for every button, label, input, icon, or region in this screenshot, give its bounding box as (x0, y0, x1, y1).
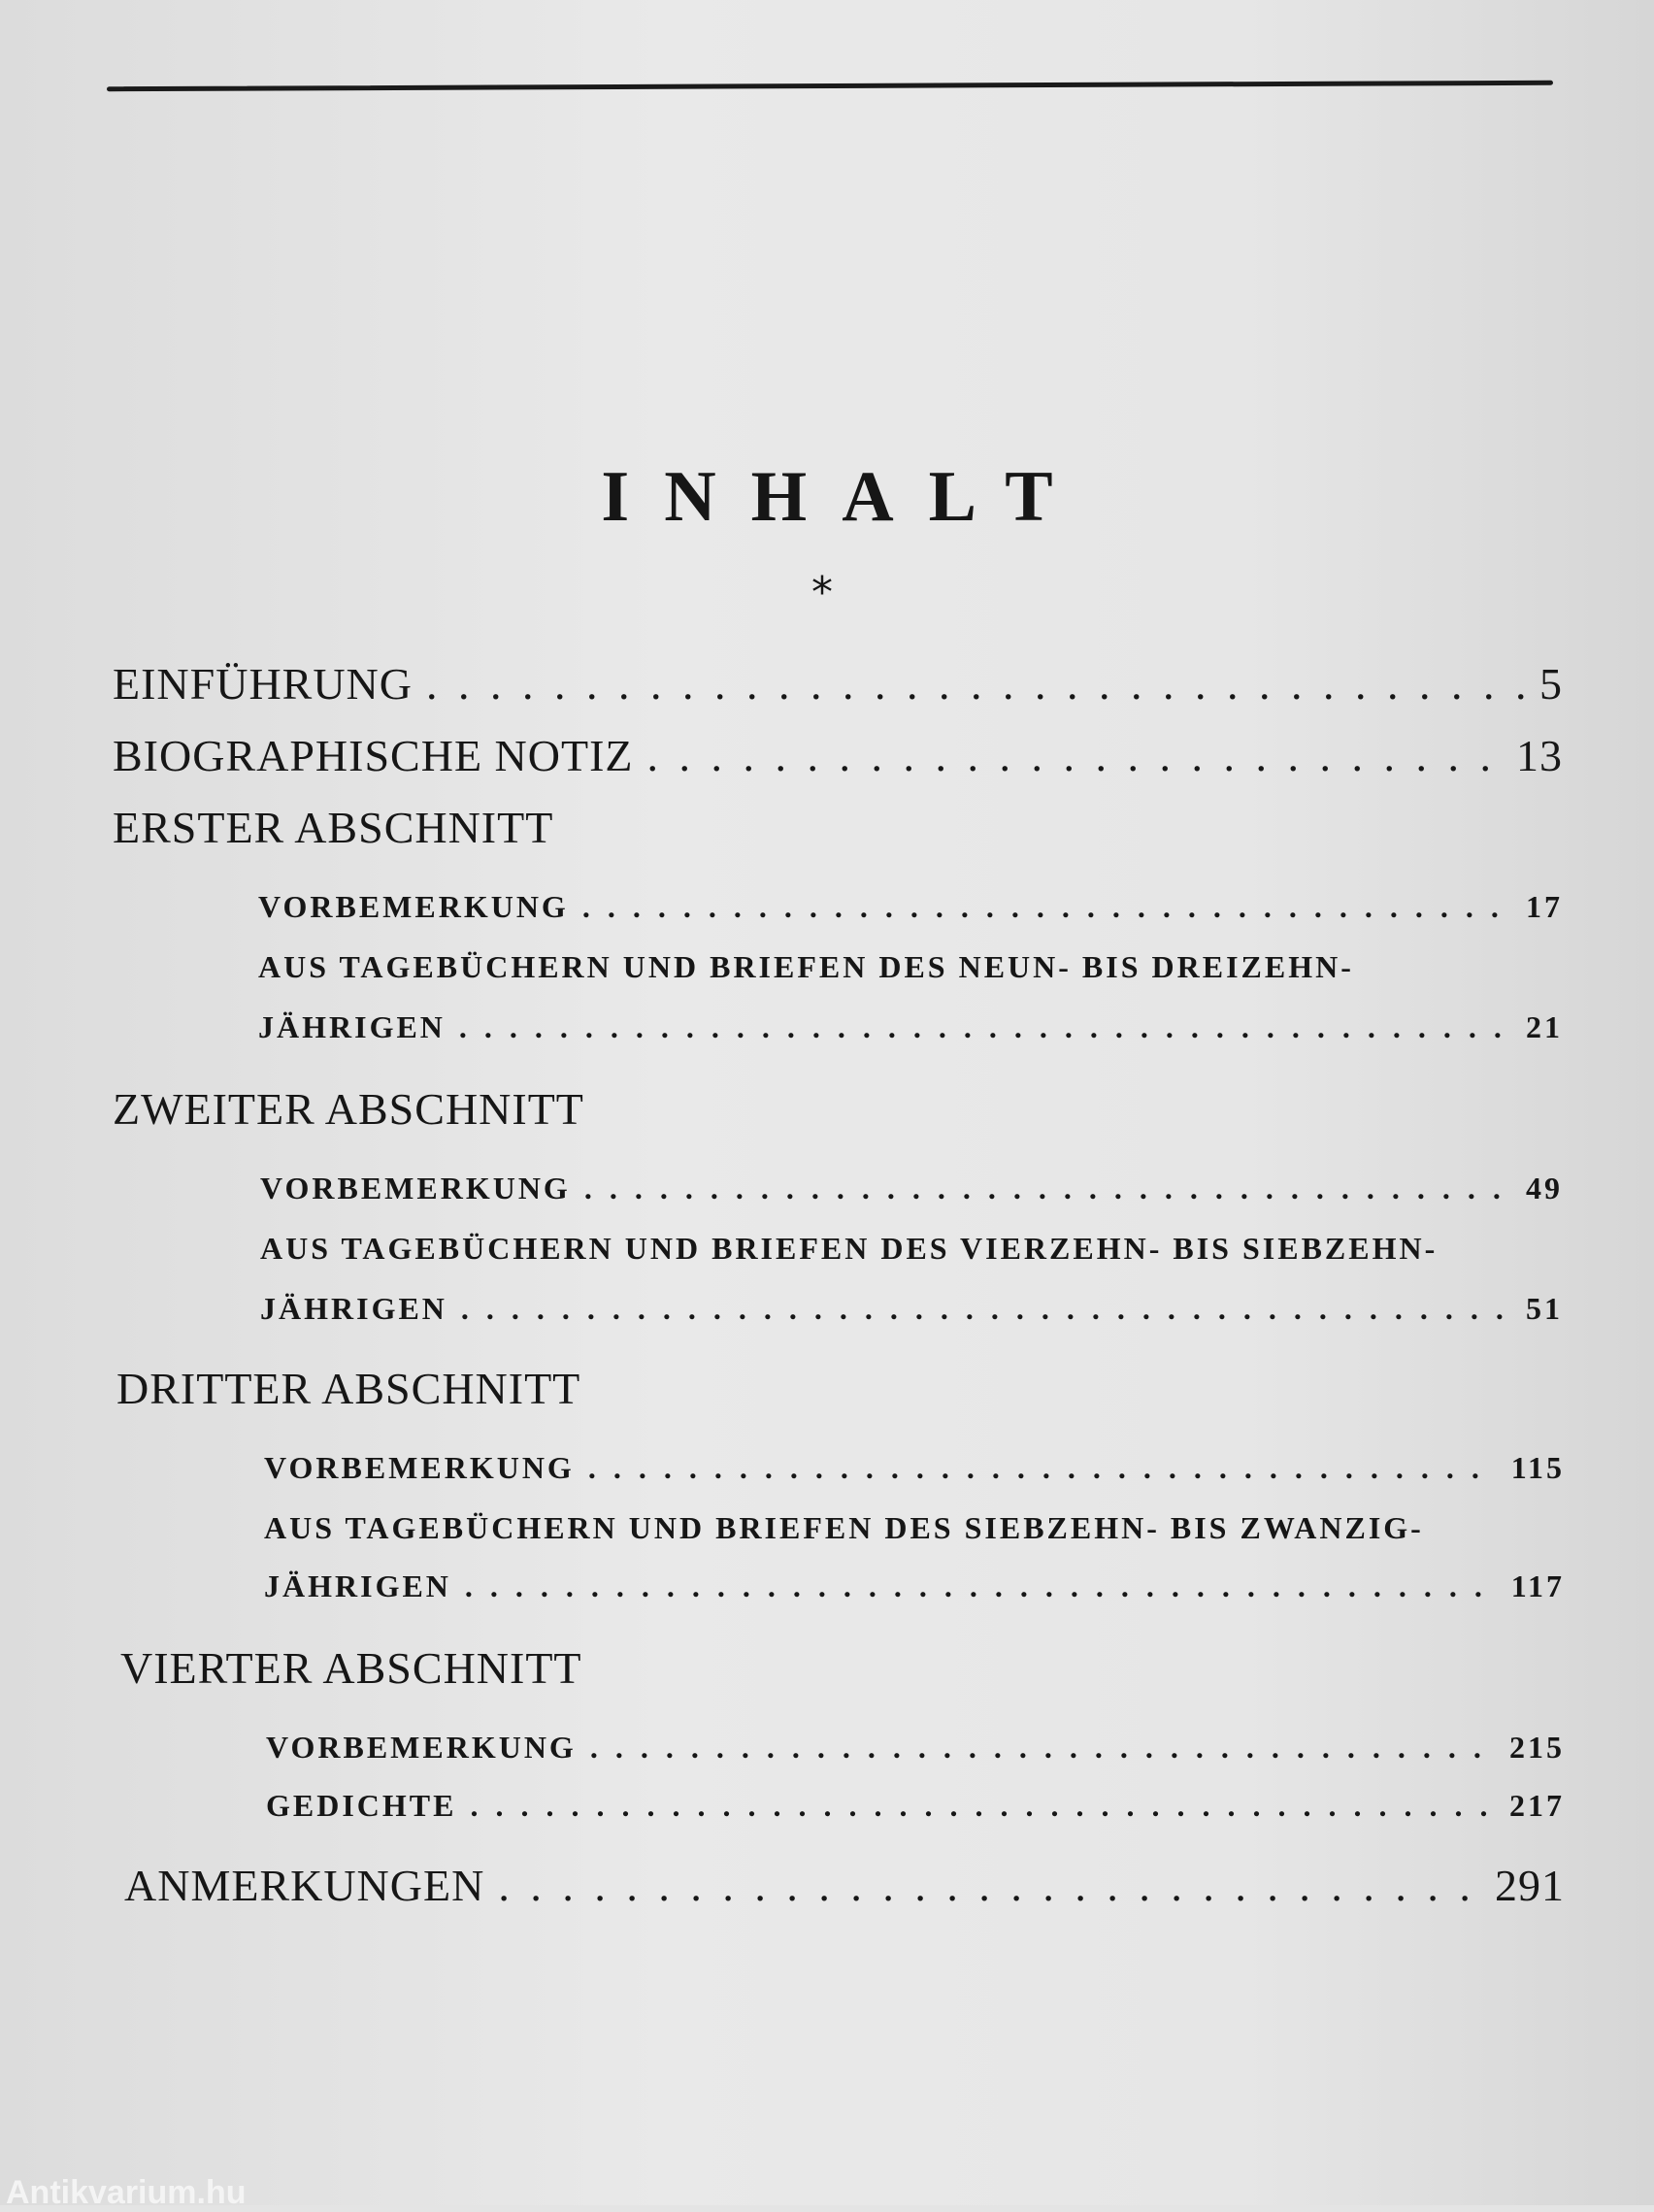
asterisk-ornament: * (811, 568, 833, 617)
section-heading-3: DRITTER ABSCHNITT (116, 1364, 581, 1413)
dot-leader (588, 1450, 1498, 1486)
dot-leader (590, 1730, 1496, 1766)
toc-entry-s2-pre[interactable] (260, 1171, 1563, 1206)
dot-leader (461, 1291, 1512, 1327)
toc-page-number: 49 (1526, 1171, 1563, 1205)
toc-entry-notes[interactable] (124, 1860, 1565, 1911)
toc-page-number: 51 (1526, 1291, 1563, 1326)
toc-entry-label: JÄHRIGEN (260, 1291, 447, 1326)
toc-entry-s3-main[interactable] (264, 1568, 1565, 1604)
toc-entry-s4-poems[interactable] (266, 1788, 1565, 1824)
toc-page-number: 13 (1516, 731, 1563, 780)
toc-entry-label: VORBEMERKUNG (266, 1730, 577, 1765)
toc-entry-label: BIOGRAPHISCHE NOTIZ (113, 731, 634, 780)
top-rule (107, 81, 1553, 92)
toc-entry-label: VORBEMERKUNG (260, 1171, 571, 1205)
toc-entry-s3-pre[interactable] (264, 1450, 1565, 1486)
dot-leader (647, 730, 1504, 781)
toc-page-number: 17 (1526, 889, 1563, 924)
toc-page-number: 215 (1509, 1730, 1565, 1765)
toc-page-number: 291 (1495, 1861, 1565, 1910)
toc-entry-s4-pre[interactable] (266, 1730, 1565, 1766)
section-heading-4: VIERTER ABSCHNITT (120, 1643, 582, 1693)
toc-entry-label: GEDICHTE (266, 1788, 457, 1823)
toc-page-number: 217 (1509, 1788, 1565, 1823)
toc-entry-label: VORBEMERKUNG (258, 889, 569, 924)
toc-entry-label: EINFÜHRUNG (113, 659, 413, 709)
toc-page-number: 115 (1510, 1450, 1565, 1485)
toc-entry-bio[interactable] (113, 730, 1563, 781)
toc-page-number: 5 (1539, 659, 1563, 709)
toc-entry-label: VORBEMERKUNG (264, 1450, 575, 1485)
dot-leader (584, 1171, 1512, 1206)
dot-leader (470, 1788, 1496, 1824)
section-heading-2: ZWEITER ABSCHNITT (113, 1084, 584, 1134)
dot-leader (582, 889, 1512, 925)
dot-leader (459, 1009, 1512, 1045)
toc-entry-s3-main-line1: AUS TAGEBÜCHERN UND BRIEFEN DES SIEBZEHN- BIS ZWANZIG- (264, 1510, 1424, 1545)
toc-entry-s2-main-line1: AUS TAGEBÜCHERN UND BRIEFEN DES VIERZEHN- BIS SIEBZEHN- (260, 1231, 1439, 1266)
dot-leader (465, 1568, 1498, 1604)
toc-entry-s1-pre[interactable] (258, 889, 1563, 925)
toc-page-number: 117 (1510, 1568, 1565, 1603)
watermark: Antikvarium.hu (6, 2174, 247, 2211)
page-title: INHALT (601, 457, 1088, 537)
toc-entry-label: ANMERKUNGEN (124, 1861, 485, 1910)
dot-leader (498, 1860, 1481, 1911)
toc-entry-s2-main[interactable] (260, 1291, 1563, 1327)
toc-entry-label: JÄHRIGEN (264, 1568, 451, 1603)
toc-entry-s1-main[interactable] (258, 1009, 1563, 1045)
toc-entry-intro[interactable] (113, 658, 1563, 710)
dot-leader (426, 658, 1526, 710)
section-heading-1: ERSTER ABSCHNITT (113, 803, 554, 852)
toc-entry-s1-main-line1: AUS TAGEBÜCHERN UND BRIEFEN DES NEUN- BIS DREIZEHN- (258, 949, 1354, 984)
toc-page-number: 21 (1526, 1009, 1563, 1044)
toc-entry-label: JÄHRIGEN (258, 1009, 446, 1044)
